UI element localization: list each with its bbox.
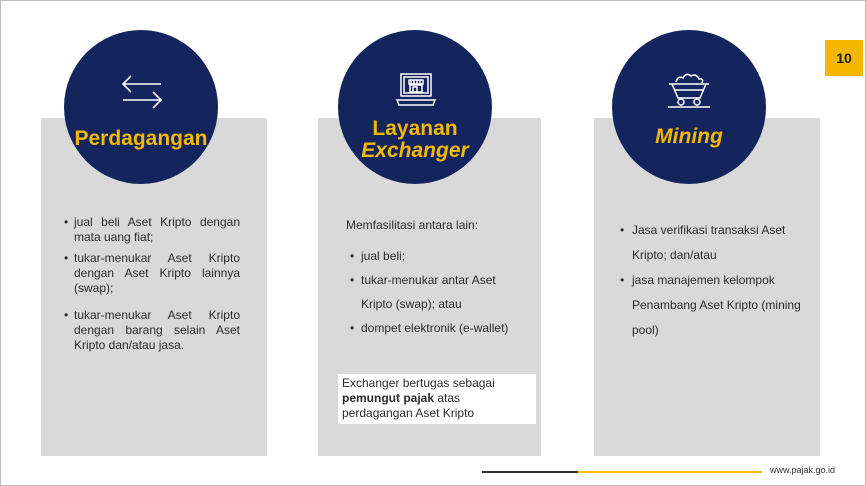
- circle-layanan-exchanger: [338, 30, 492, 184]
- footer-url[interactable]: www.pajak.go.id: [770, 465, 836, 475]
- list-item: • Jasa verifikasi transaksi Aset Kripto; dan/atau: [620, 223, 786, 262]
- footer-line-gold: [578, 471, 762, 473]
- list-item: • tukar-menukar Aset Kripto dengan barang selain Aset Kripto dan/atau jasa.: [64, 308, 240, 352]
- section-title-main: Layanan: [372, 117, 458, 140]
- list-item: • jual beli;: [350, 249, 406, 263]
- footer-line-dark: [482, 471, 578, 473]
- note-text: atas perdagangan Aset Kripto: [342, 391, 475, 420]
- perdagangan-list: [64, 215, 240, 359]
- list-item: • jasa manajemen kelompok Penambang Aset Kripto (mining pool): [620, 273, 801, 337]
- mining-cart-icon: [666, 70, 712, 110]
- mining-list: [620, 218, 810, 343]
- section-title: Perdagangan: [74, 127, 208, 150]
- exchanger-intro: Memfasilitasi antara lain:: [346, 218, 479, 232]
- list-item: • dompet elektronik (e-wallet): [350, 321, 509, 335]
- circle-perdagangan: [64, 30, 218, 184]
- section-title: [338, 118, 492, 162]
- list-item: • jual beli Aset Kripto dengan mata uang fiat;: [64, 215, 240, 244]
- note-text: Exchanger bertugas sebagai: [342, 376, 495, 390]
- circle-mining: [612, 30, 766, 184]
- note-bold: pemungut pajak: [342, 391, 435, 405]
- page-number-badge: 10: [825, 40, 863, 76]
- exchanger-list: [350, 244, 530, 340]
- laptop-store-icon: [395, 72, 437, 108]
- exchanger-note: [338, 374, 536, 424]
- list-item: • tukar-menukar Aset Kripto dengan Aset Kripto lainnya (swap);: [64, 251, 240, 295]
- list-item: • tukar-menukar antar Aset Kripto (swap); atau: [350, 273, 496, 311]
- section-title-sub: Exchanger: [361, 139, 469, 162]
- section-title: Mining: [655, 125, 723, 148]
- exchange-arrows-icon: [119, 72, 165, 112]
